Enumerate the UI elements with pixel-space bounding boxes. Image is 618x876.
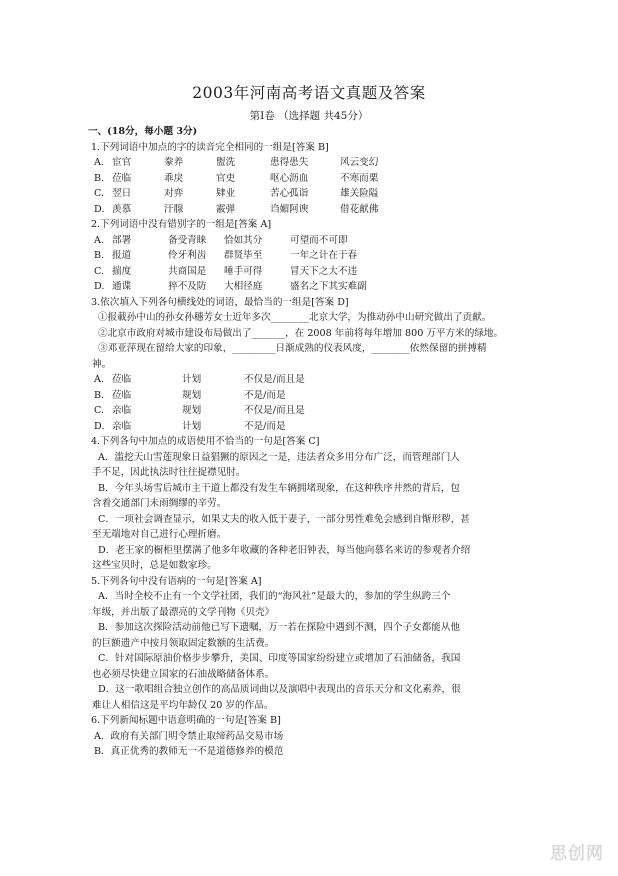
question-1-option-a: A. 宦官 豢养 盥洗 患得患失 风云变幻 bbox=[94, 157, 379, 168]
question-5-option-a-cont: 年级，并出版了最漂亮的文学刊物《贝壳》 bbox=[92, 606, 275, 618]
question-3-sentence-1: ①报載孙中山的孙女孙穗芳女士近年多次________北京大学，为推动孙中山研究做出了贡献。 bbox=[98, 312, 492, 323]
question-4-option-d-cont: 这些宝贝时，总是如数家珍。 bbox=[92, 560, 217, 571]
question-4-option-a-cont: 手不足，因此执法时往往捉襟见肘。 bbox=[92, 467, 246, 478]
question-3-option-b: B. 莅临 规划 不是/而是 bbox=[94, 389, 286, 401]
section-heading: 一、(18分，每小题 3分) bbox=[88, 126, 198, 137]
question-4-option-a: A．滥挖天山雪莲现象日益猖獗的原因之一是，违法者众多用分布广泛，而管理部门人 bbox=[98, 451, 460, 463]
question-6-option-b: B．真正优秀的教师无一不是道德修养的模范 bbox=[94, 746, 284, 757]
question-4-option-b: B．今年头场雪后城市主干道上都没有发生车辆拥堵现象，在这种秩序井然的背后，包 bbox=[98, 482, 461, 494]
question-6-option-a: A．政府有关部门明令禁止取缔药品交易市场 bbox=[94, 730, 284, 742]
question-5-option-d-cont: 难让人相信这是平均年龄仅 20 岁的作品。 bbox=[92, 699, 274, 711]
question-5-option-b: B．参加这次探险活动前他已写下遗嘱，万一若在探险中遇到不测，四个子女都能从他 bbox=[98, 622, 461, 633]
question-2-stem: 2.下列词语中没有错别字的一组是[答案 A] bbox=[91, 219, 272, 230]
site-watermark: 思创网 bbox=[550, 844, 604, 864]
question-2-option-c: C. 揣度 共商国是 唾手可得 冒天下之大不违 bbox=[94, 265, 358, 277]
question-5-option-c: C．针对国际原油价格步步攀升，美国、印度等国家纷纷建立或增加了石油储备，我国 bbox=[98, 653, 461, 664]
section-subtitle: 第Ⅰ卷 （选择题 共45分） bbox=[249, 110, 369, 122]
question-3-option-c: C. 亲临 规划 不仅是/而且是 bbox=[94, 405, 305, 416]
question-5-option-b-cont: 的巨额遗产中按月领取固定数额的生活费。 bbox=[92, 637, 275, 649]
question-4-option-b-cont: 含着交通部门未雨绸缪的辛劳。 bbox=[92, 498, 227, 509]
page-title: 2003年河南高考语文真题及答案 bbox=[192, 84, 426, 102]
question-1-option-c: C. 翌日 对弈 肄业 苦心孤诣 雄关险隘 bbox=[94, 188, 379, 199]
question-4-option-c-cont: 至无端地对自己进行心理折磨。 bbox=[92, 529, 227, 540]
question-3-stem: 3.依次填入下列各句横线处的词语，最恰当的一组是[答案 D] bbox=[91, 296, 349, 308]
question-3-sentence-2: ②北京市政府对城市建设布局做出了_______，在 2008 年前将每年增加 800 万平方米的绿地。 bbox=[98, 327, 504, 339]
question-5-option-c-cont: 也必须尽快建立国家的石油战略储备体系。 bbox=[92, 668, 275, 680]
question-4-option-c: C．一项社会调查显示，如果丈夫的收入低于妻子，一部分男性难免会感到自惭形秽，甚 bbox=[98, 513, 470, 525]
question-6-stem: 6.下列新闻标题中语意明确的一句是[答案 B] bbox=[91, 715, 281, 726]
question-2-option-d: D. 通谍 猝不及防 大相径庭 盛名之下其实难副 bbox=[94, 281, 367, 292]
question-5-option-a: A．当时全校不止有一个文学社团，我们的“海风社”是最大的，参加的学生纵跨三个 bbox=[98, 591, 451, 602]
question-4-stem: 4.下列各句中加点的成语使用不恰当的一句是[答案 C] bbox=[91, 436, 320, 447]
exam-content bbox=[88, 124, 562, 760]
question-5-stem: 5.下列各句中没有语病的一句是[答案 A] bbox=[91, 575, 262, 587]
question-2-option-a: A. 部署 备受青睐 恰如其分 可望而不可即 bbox=[94, 234, 348, 246]
question-2-option-b: B. 报道 伶牙利齿 群贤毕至 一年之计在于春 bbox=[94, 250, 358, 261]
question-5-option-d: D．这一歌唱组合独立创作的高品质词曲以及演唱中表现出的音乐天分和文化素养，很 bbox=[98, 684, 461, 695]
question-3-option-a: A. 莅临 计划 不仅是/而且是 bbox=[94, 374, 305, 385]
question-3-sentence-3: ③邓亚萍现在留给大家的印象，_________日渐成熟的仪表风度，________依然保留的拼搏精 bbox=[98, 343, 487, 354]
question-4-option-d: D．老王家的橱柜里摆满了他多年收藏的各种老旧钟表，每当他向慕名来访的参观者介绍 bbox=[98, 544, 471, 556]
question-3-option-d: D. 亲临 计划 不是/而是 bbox=[94, 420, 286, 432]
question-3-sentence-3-cont: 神。 bbox=[92, 358, 112, 370]
question-1-option-d: D. 羡慕 汗腺 霰弹 诌媚阿谀 借花献佛 bbox=[94, 203, 379, 215]
question-1-option-b: B. 莅临 乖戾 官吏 呕心沥血 不寒而栗 bbox=[94, 172, 379, 184]
question-1-stem: 1.下列词语中加点的字的读音完全相同的一组是[答案 B] bbox=[91, 141, 329, 153]
